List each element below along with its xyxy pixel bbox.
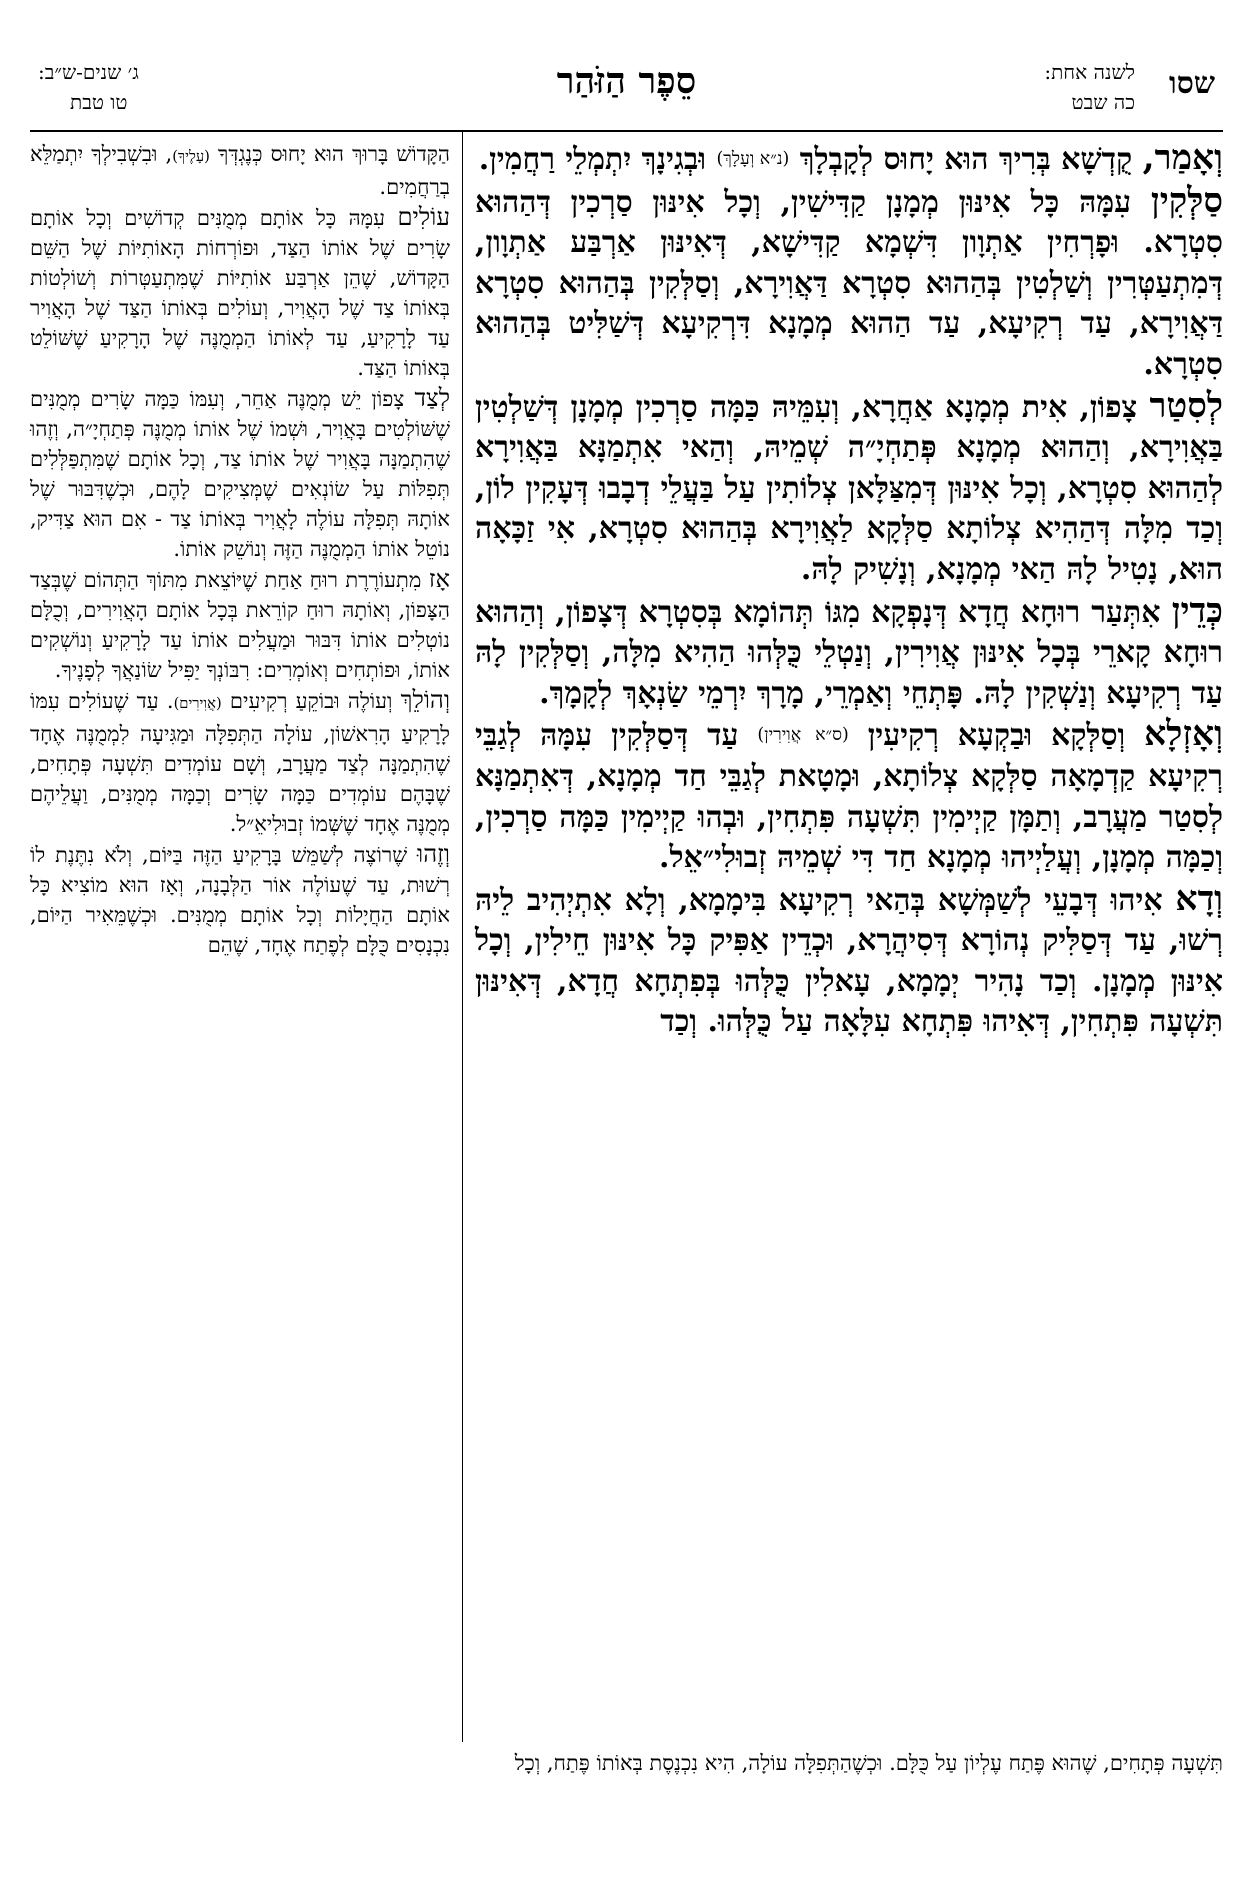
- paragraph-text: צָפוֹן, אִית מְמָנָא אַחֲרָא, וְעִמֵּיהּ כַּמָּה סַרְכִין מְמָנָן דְּשַׁלְטִין בַּאֲוִירָא, וְהַהוּא מְמָנָא פְּתַחְיָ״ה שְׁמֵיהּ, וְהַאי אִתְמַנָּא בַּאֲוִירָא לְהַהוּא סִטְרָא, וְכָל אִינּוּן דְּמִצַּלָּאן צְלוֹתִין עַל בַּעֲלֵי דְבָבוּ דְּעָקִין לוֹן, וְכַד מִלָּה דְּהַהִיא צְלוֹתָא סַלְּקָא לַאֲוִירָא בְּהַהוּא סִטְרָא, אִי זַכָּאָה הוּא, נָטִיל לָהּ הַאי מְמָנָא, וְנָשִׁיק לָהּ.: [475, 389, 1223, 587]
- paragraph-lead-word: וְזֶהוּ: [417, 840, 450, 868]
- reading-schedule-years: ג׳ שנים-ש״ב:: [38, 60, 139, 84]
- header-rule: [30, 130, 1223, 132]
- paragraph: [30, 564, 450, 685]
- reading-schedule-date-left: טו טבת: [70, 90, 128, 114]
- paragraph-lead-word: עוֹלִים: [397, 203, 450, 231]
- paragraph-text: אִיהוּ דְּבָעֵי לְשַׁמְּשָׁא בְּהַאי רְקִיעָא בִּימָמָא, וְלָא אִתְיְהִיב לֵיהּ רְשׁוּ, עַד דְּסַלִּיק נְהוֹרָא דְּסִיהֲרָא, וּכְדֵין אַפִּיק כָּל אִינּוּן חֵילִין, וְכָל אִינּוּן מְמָנָן. וְכַד נָהִיר יְמָמָא, עָאלִין כֻּלְּהוּ בְּפִתְחָא חֲדָא, דְּאִינּוּן תִּשְׁעָה פִּתְחִין, דְּאִיהוּ פִּתְחָא עִלָּאָה עַל כֻּלְּהוּ. וְכַד: [475, 882, 1223, 1040]
- paragraph-text-tail: , וּבִשְׁבִילְךָ יִתְמַלֵּא בְרַחֲמִים.: [30, 142, 450, 199]
- book-title: סֵפֶר הַזֹּהַר: [556, 60, 697, 102]
- paragraph: [475, 386, 1223, 591]
- paragraph-text: אִתְּעַר רוּחָא חֲדָא דְּנָפְקָא מִגּוֹ תְּהוֹמָא בְּסִטְרָא דְּצָפוֹן, וְהַהוּא רוּחָא קָארֵי בְּכָל אִינּוּן אֲוִירִין, וְנַטְלֵי כֻּלְּהוּ הַהִיא מִלָּה, וְסַלְּקִין לָהּ עַד רְקִיעָא וְנַשְׁקִין לָהּ. פָּתְחֵי וְאַמְרֵי, מָרָךְ יִרְמֵי שַׂנְאָךְ לְקָמָךְ.: [475, 594, 1223, 711]
- paragraph-lead-word: אָז: [428, 565, 450, 593]
- paragraph: [30, 685, 450, 839]
- paragraph-text: מִתְעוֹרֶרֶת רוּחַ אַחַת שֶׁיּוֹצֵאת מִתּוֹךְ הַתְּהוֹם שֶׁבְּצַד הַצָּפוֹן, וְאוֹתָהּ רוּחַ קוֹרֵאת בְּכָל אוֹתָם הָאֲוִירִים, וְכֻלָּם נוֹטְלִים אוֹתוֹ דִּבּוּר וּמַעֲלִים אוֹתוֹ עַד לָרָקִיעַ וְנוֹשְׁקִים אוֹתוֹ, וּפוֹתְחִים וְאוֹמְרִים: רִבּוֹנְךָ יַפִּיל שׂוֹנַאֲךָ לְפָנֶיךָ.: [30, 568, 450, 682]
- paragraph: [30, 383, 450, 564]
- aramaic-text-column: [475, 138, 1223, 1043]
- paragraph-text: קֻדְשָׁא בְּרִיךְ הוּא יָחוּס לְקָבְלָךְ: [789, 142, 1143, 177]
- paragraph-text: וְסַלְּקָא וּבַקְעָא רְקִיעִין: [848, 718, 1145, 754]
- paragraph: [30, 202, 450, 383]
- reading-schedule-year: לשנה אחת:: [1044, 60, 1135, 84]
- paragraph-lead-word: סַלְּקִין: [1150, 180, 1223, 221]
- variant-note: (נ״א וְעָלָךְ): [716, 148, 790, 169]
- column-divider: [462, 132, 463, 1742]
- paragraph-lead-word: לְסִטַר: [1149, 385, 1223, 426]
- paragraph-lead-word: כְּדֵין: [1171, 590, 1223, 631]
- paragraph-text: צָפוֹן יֵשׁ מְמֻנֶּה אַחֵר, וְעִמּוֹ כַּמָּה שָׂרִים מְמֻנִּים שֶׁשּׁוֹלְטִים בָּאֲוִיר, וּשְׁמוֹ שֶׁל אוֹתוֹ מְמֻנֶּה פְּתַחְיָ״ה, וְזֶהוּ שֶׁהִתְמַנָּה בָּאֲוִיר שֶׁל אוֹתוֹ צַד, וְכָל אוֹתָם שֶׁמִּתְפַּלְּלִים תְּפִלּוֹת עַל שׂוֹנְאִים שֶׁמְּצִיקִים לָהֶם, וּכְשֶׁדִּבּוּר שֶׁל אוֹתָהּ תְּפִלָּה עוֹלֶה לָאֲוִיר בְּאוֹתוֹ צַד - אִם הוּא צַדִּיק, נוֹטֵל אוֹתוֹ הַמְמֻנֶּה הַזֶּה וְנוֹשֵׁק אוֹתוֹ.: [30, 387, 450, 561]
- page-number: שסו: [1169, 66, 1215, 101]
- paragraph-lead-word: וְאָזְלָא: [1144, 714, 1223, 755]
- paragraph: [475, 879, 1223, 1043]
- paragraph-text: עִמָּהּ כָּל אוֹתָם מְמֻנִּים קְדוֹשִׁים וְכָל אוֹתָם שָׂרִים שֶׁל אוֹתוֹ הַצַּד, וּפוֹרְחוֹת הָאוֹתִיּוֹת שֶׁל הַשֵּׁם הַקָּדוֹשׁ, שֶׁהֵן אַרְבַּע אוֹתִיּוֹת שֶׁמִּתְעַטְּרוֹת וְשׁוֹלְטוֹת בְּאוֹתוֹ צַד שֶׁל הָאֲוִיר, וְעוֹלִים בְּאוֹתוֹ הַצַּד שֶׁל הָאֲוִיר עַד לָרָקִיעַ, עַד לְאוֹתוֹ הַמְמֻנֶּה שֶׁל הָרָקִיעַ שֶׁשּׁוֹלֵט בְּאוֹתוֹ הַצַּד.: [30, 206, 450, 380]
- paragraph-text: וְעוֹלֶה וּבוֹקֵעַ רְקִיעִים: [221, 689, 401, 713]
- variant-note: (עָלֶיךָ): [172, 148, 210, 165]
- paragraph: [475, 591, 1223, 715]
- paragraph-text: הַקָּדוֹשׁ בָּרוּךְ הוּא יָחוּס כְּנֶגְדְּךָ: [209, 142, 450, 166]
- paragraph-text: עִמָּהּ כָּל אִינּוּן מְמָנָן קַדִּישִׁין, וְכָל אִינּוּן סַרְכִין דְּהַהוּא סִטְרָא. וּפָרְחִין אַתְוָון דִּשְׁמָא קַדִּישָׁא, דְּאִינּוּן אַרְבַּע אַתְוָון, דְּמִתְעַטְּרִין וְשַׁלְטִין בְּהַהוּא סִטְרָא דַּאֲוִירָא, וְסַלְּקִין בְּהַהוּא סִטְרָא דַּאֲוִירָא, עַד רְקִיעָא, עַד הַהוּא מְמָנָא דִּרְקִיעָא דְּשַׁלִּיט בְּהַהוּא סִטְרָא.: [475, 184, 1223, 382]
- paragraph-text-tail: וּבְגִינָךְ יִתְמְלֵי רַחֲמִין.: [478, 142, 717, 177]
- paragraph-text-tail: עַד דְּסַלְּקִין עִמָּהּ לְגַבֵּי רְקִיעָא קַדְמָאָה סַלְּקָא צְלוֹתָא, וּמָטָאת לְגַבֵּי חַד מְמָנָא, דְּאִתְמַנָּא לְסִטַר מַעֲרָב, וְתַמָּן קַיְימִין תִּשְׁעָה פִּתְחִין, וּבְהוּ קַיְימִין כַּמָּה סַרְכִין, וְכַמָּה מְמָנָן, וְעֲלַיְיהוּ מְמָנָא חַד דִּי שְׁמֵיהּ זְבוּלִי״אֵל.: [475, 718, 1223, 876]
- footer-translation-line: תִּשְׁעָה פְּתָחִים, שֶׁהוּא פֶּתַח עֶלְיוֹן עַל כֻּלָּם. וּכְשֶׁהַתְּפִלָּה עוֹלָה, הִיא נִכְנֶסֶת בְּאוֹתוֹ פֶּתַח, וְכָל: [514, 1751, 1223, 1775]
- variant-note: (ס״א אֲוִירִין): [757, 725, 849, 746]
- paragraph: [475, 181, 1223, 386]
- paragraph-text: שֶׁרוֹצֶה לְשַׁמֵּשׁ בָּרָקִיעַ הַזֶּה בַּיּוֹם, וְלֹא נִתֶּנֶת לוֹ רְשׁוּת, עַד שֶׁעוֹלֶה אוֹר הַלְּבָנָה, וְאָז הוּא מוֹצִיא כָּל אוֹתָם הַחֲיָלוֹת וְכָל אוֹתָם מְמֻנִּים. וּכְשֶׁמֵּאִיר הַיּוֹם, נִכְנָסִים כֻּלָּם לְפֶתַח אֶחָד, שֶׁהֵם: [30, 843, 450, 957]
- paragraph: [475, 714, 1223, 878]
- paragraph: [30, 138, 450, 202]
- hebrew-translation-column: [30, 138, 450, 960]
- paragraph: [475, 138, 1223, 181]
- reading-schedule-date: כה שבט: [1071, 90, 1135, 114]
- paragraph-text-tail: . עַד שֶׁעוֹלִים עִמּוֹ לָרָקִיעַ הָרִאשׁוֹן, עוֹלָה הַתְּפִלָּה וּמַגִּיעָה לִמְמֻנֶּה אֶחָד שֶׁהִתְמַנָּה לְצַד מַעֲרָב, וְשָׁם עוֹמְדִים תִּשְׁעָה פְּתָחִים, שֶׁבָּהֶם עוֹמְדִים כַּמָּה שָׂרִים וְכַמָּה מְמֻנִּים, וַעֲלֵיהֶם מְמֻנֶּה אֶחָד שֶׁשְּׁמוֹ זְבוּלִיאֵ״ל.: [30, 689, 450, 836]
- paragraph-lead-word: לְצַד: [414, 384, 450, 412]
- paragraph-lead-word: וְהוֹלֵךְ: [400, 686, 450, 714]
- page-header: [30, 56, 1223, 126]
- paragraph-lead-word: וְאָמַר,: [1142, 138, 1223, 178]
- paragraph: [30, 839, 450, 960]
- variant-note: (אֲוִירִים): [173, 695, 222, 712]
- paragraph-lead-word: וְדָא: [1175, 878, 1223, 919]
